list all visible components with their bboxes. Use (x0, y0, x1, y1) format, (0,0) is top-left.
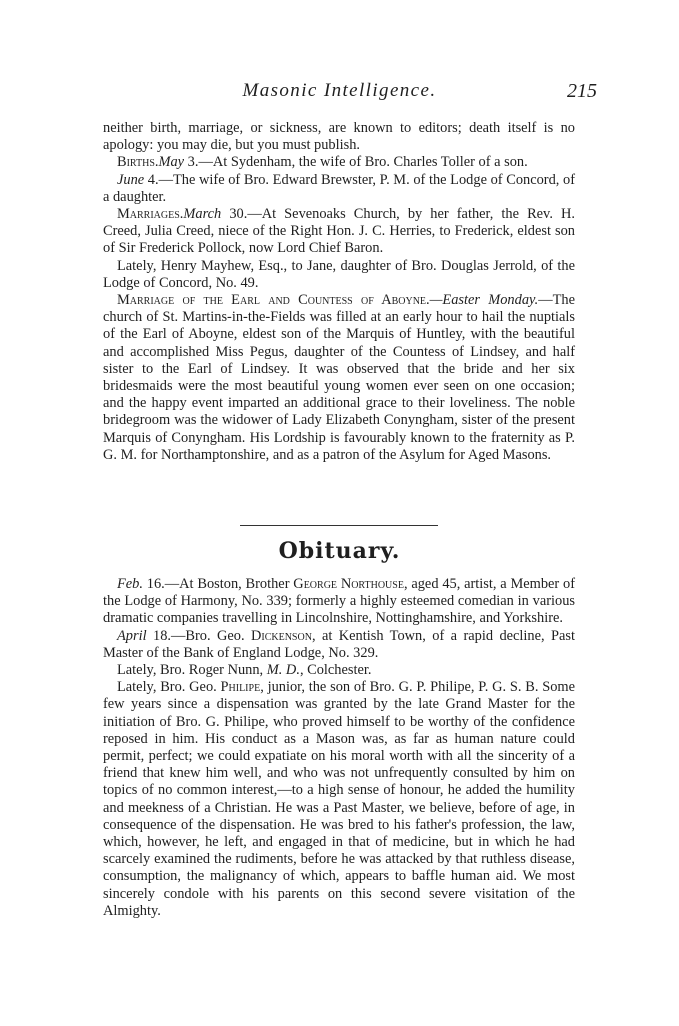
births-text: 3.—At Sydenham, the wife of Bro. Charles Toller of a son. (184, 154, 528, 171)
feb-text-2: , aged 45, artist, a Member of the Lodge of Harmony, No. 339; formerly a highly esteemed comedian in various dramatic companies travelling in Lincolnshire, Nottinghamshire, and Yorkshire. (103, 576, 575, 627)
june-text: 4.—The wife of Bro. Edward Brewster, P. M. of the Lodge of Concord, of a daughter. (103, 171, 575, 205)
april-text-2: , at Kentish Town, of a rapid decline, Past Master of the Bank of England Lodge, No. 329. (103, 627, 575, 661)
births-label: Births. (117, 154, 159, 171)
feb-paragraph (103, 576, 575, 628)
april-text-1: 18.—Bro. Geo. (146, 627, 251, 644)
aboyne-label: Marriage of the Earl and Countess of Aboyne. (117, 292, 430, 309)
nunn-text-1: Lately, Bro. Roger Nunn, (117, 662, 267, 679)
page-header (0, 80, 679, 110)
births-date: May (158, 154, 185, 171)
intelligence-text (103, 120, 575, 464)
philipe-name: Philipe (220, 679, 261, 696)
marriages-label: Marriages. (117, 206, 184, 223)
april-name: Dickenson (250, 627, 312, 644)
april-paragraph (103, 628, 575, 662)
philipe-paragraph (103, 679, 575, 920)
feb-name: George Northouse (293, 576, 404, 592)
philipe-text-2: , junior, the son of Bro. G. P. Philipe, P. G. S. B. Some few years since a dispensation was granted by the late Grand Master for the initiation of Bro. G. Philipe, who proved himself to be worthy of the confidence reposed in him. His conduct as a Mason was, as far as human nature could permit, perfect; we could expatiate on his moral worth with all the sincerity of a friend that knew him well, and who was not unfrequently consulted by him on topics of no common interest,—to a high sense of honour, he added the humility and meekness of a Christian. He was a Past Master, we believe, before of age, in consequence of the dispensation. He was bred to his father's profession, the law, which, however, he left, and engaged in that of medicine, but in which he had scarcely examined the rudiments, before he was attacked by that ruthless disease, consumption, the malignancy of which, appears to baffle human aid. We most sincerely condole with his parents on this second severe visitation of the Almighty. (103, 679, 575, 919)
april-date: April (117, 627, 147, 644)
june-date: June (117, 171, 145, 188)
aboyne-text: —The church of St. Martins-in-the-Fields was filled at an early hour to hail the nuptials of the Earl of Aboyne, eldest son of the Marquis of Huntley, with the beautiful and accomplished Miss Pegus, daughter of the Countess of Lindsey, and half sister to the Earl of Lindsey. It was observed that the bride and her six bridesmaids were the most beautiful young women ever seen on one occasion; and the happy event imparted an additional grace to their loveliness. The noble bridegroom was the widower of Lady Elizabeth Conyngham, sister of the present Marquis of Conyngham. His Lordship is favourably known to the fraternity as P. G. M. for Northamptonshire, and as a patron of the Asylum for Aged Masons. (103, 292, 575, 463)
marriages-text: 30.—At Sevenoaks Church, by her father, the Rev. H. Creed, Julia Creed, niece of the Right Hon. J. C. Herries, to Frederick, eldest son of Sir Frederick Pollock, now Lord Chief Baron. (103, 206, 575, 257)
marriages-date: March (183, 206, 222, 223)
marriages-paragraph (103, 206, 575, 258)
continuation-paragraph: neither birth, marriage, or sickness, are known to editors; death itself is no apology: you may die, but you must publish. (103, 120, 575, 154)
lately-paragraph: Lately, Henry Mayhew, Esq., to Jane, daughter of Bro. Douglas Jerrold, of the Lodge of Concord, No. 49. (103, 257, 575, 291)
nunn-md: M. D. (266, 662, 300, 679)
nunn-paragraph (103, 662, 575, 679)
philipe-text-1: Lately, Bro. Geo. (117, 679, 221, 696)
aboyne-paragraph (103, 292, 575, 464)
nunn-text-2: , Colchester. (299, 662, 372, 679)
section-divider (240, 525, 438, 526)
births-paragraph (103, 154, 575, 171)
june-paragraph (103, 172, 575, 206)
obituary-heading: Obituary. (278, 538, 401, 564)
aboyne-day: —Easter Monday. (429, 292, 539, 309)
obituary-text (103, 576, 575, 920)
feb-date: Feb. (117, 576, 143, 592)
feb-text-1: 16.—At Boston, Brother (142, 576, 294, 592)
running-title: Masonic Intelligence. (242, 80, 437, 101)
page-number: 215 (567, 80, 597, 102)
